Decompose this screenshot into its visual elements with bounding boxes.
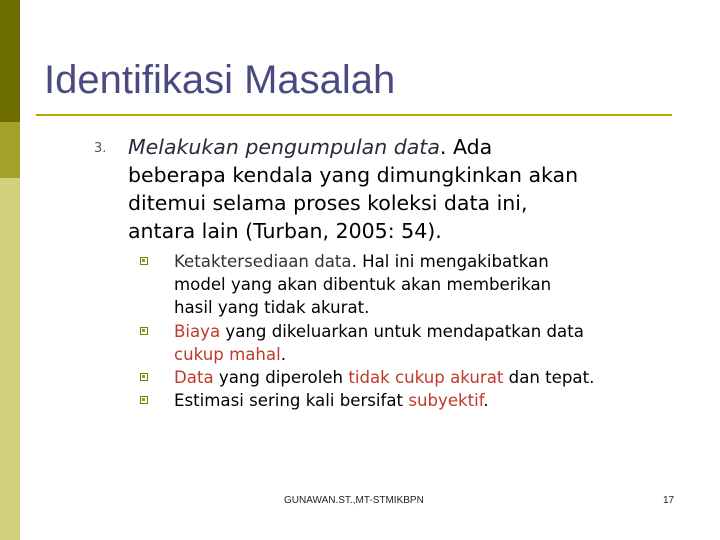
accent-bar-segment-dark xyxy=(0,0,20,122)
sub-item-text: yang diperoleh xyxy=(213,368,349,388)
slide-title: Identifikasi Masalah xyxy=(44,58,396,102)
sub-item-text: . Hal ini mengakibatkan xyxy=(351,252,549,271)
square-bullet-icon xyxy=(140,327,148,335)
sub-item-text: Estimasi sering kali bersifat xyxy=(174,391,409,411)
sub-item-text: dan tepat. xyxy=(503,368,595,388)
item-line1-rest: . Ada xyxy=(439,135,493,159)
footer-author: GUNAWAN.ST.,MT-STMIKBPN xyxy=(284,495,424,506)
item-number: 3. xyxy=(94,141,107,156)
sub-item-text: . xyxy=(280,344,286,364)
square-bullet-icon xyxy=(140,373,148,381)
sub-item-highlight: cukup mahal xyxy=(174,344,281,364)
item-lead: Melakukan pengumpulan data xyxy=(128,135,440,159)
accent-bar-segment-light xyxy=(0,178,20,540)
list-item xyxy=(137,250,697,320)
square-bullet-icon xyxy=(140,257,148,265)
sub-item-highlight: Data xyxy=(174,368,214,388)
left-accent-bar xyxy=(0,0,20,540)
item-line3: ditemui selama proses koleksi data ini, xyxy=(128,191,528,215)
list-item xyxy=(137,320,697,366)
page-number: 17 xyxy=(663,495,675,506)
item-line2: beberapa kendala yang dimungkinkan akan xyxy=(128,163,579,187)
sub-bullet-list xyxy=(137,250,697,412)
sub-item-highlight: subyektif xyxy=(408,391,484,411)
square-bullet-icon xyxy=(140,396,148,404)
sub-item-lead: Ketaktersediaan data xyxy=(174,252,352,271)
accent-bar-segment-mid xyxy=(0,122,20,178)
sub-item-highlight: tidak cukup akurat xyxy=(348,368,504,388)
list-item xyxy=(137,366,697,389)
item-text xyxy=(128,133,688,245)
title-underline xyxy=(36,114,672,116)
sub-item-text: . xyxy=(483,391,489,411)
sub-item-highlight: Biaya xyxy=(174,321,221,341)
sub-item-text: model yang akan dibentuk akan memberikan xyxy=(174,275,552,295)
list-item xyxy=(137,389,697,412)
sub-item-text: yang dikeluarkan untuk mendapatkan data xyxy=(220,321,584,341)
item-line4: antara lain (Turban, 2005: 54). xyxy=(128,219,442,243)
sub-item-text: hasil yang tidak akurat. xyxy=(174,298,370,318)
